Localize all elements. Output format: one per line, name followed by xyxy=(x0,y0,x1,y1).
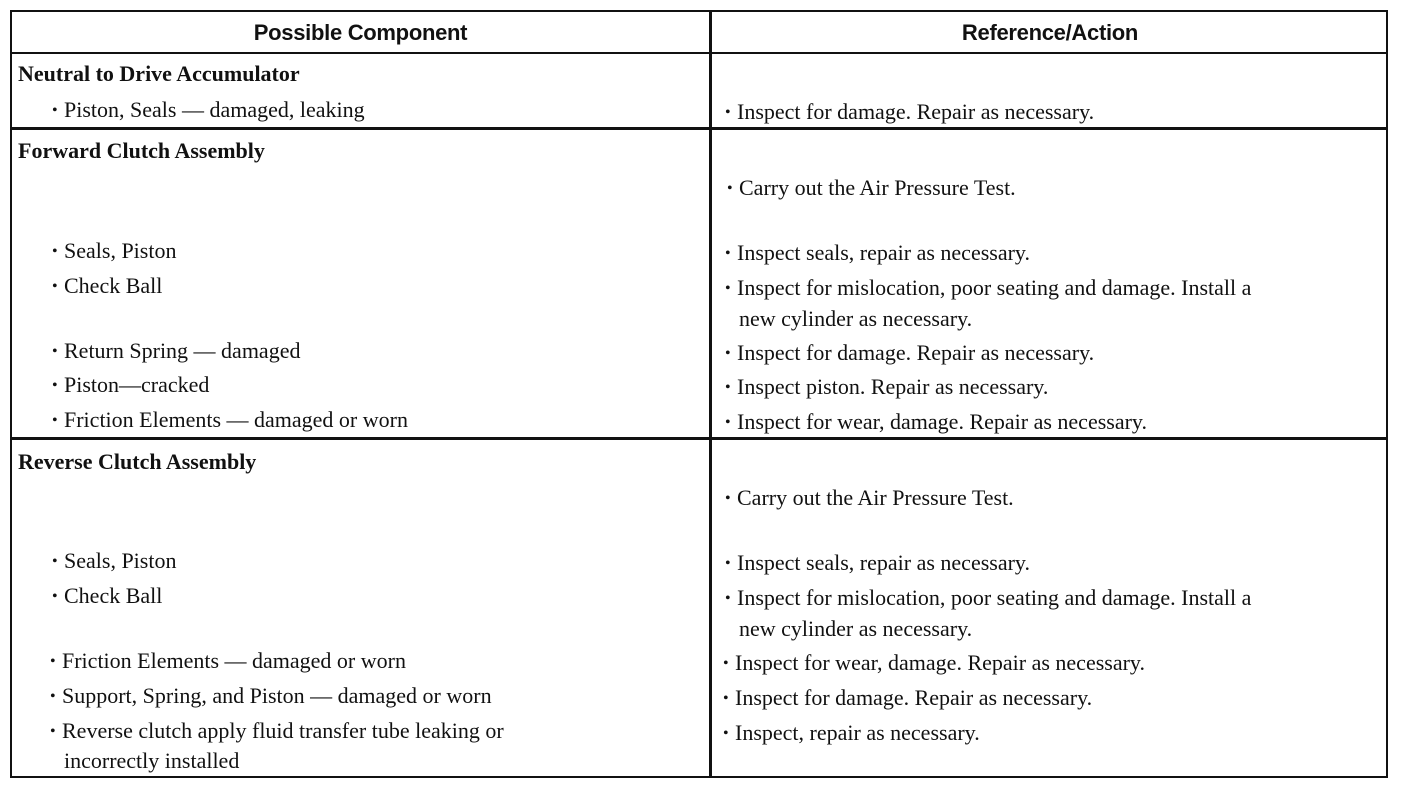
component-item: • Seals, Piston xyxy=(52,546,176,577)
section-title-reverse-clutch-assembly: Reverse Clutch Assembly xyxy=(18,449,257,474)
component-item: • Check Ball xyxy=(52,271,162,302)
component-item: • Piston, Seals — damaged, leaking xyxy=(52,95,365,126)
action-item: • Inspect piston. Repair as necessary. xyxy=(725,372,1048,403)
action-item: • Inspect for damage. Repair as necessary. xyxy=(723,683,1092,714)
section-title-forward-clutch-assembly: Forward Clutch Assembly xyxy=(18,138,265,163)
action-item: • Inspect for wear, damage. Repair as necessary. xyxy=(723,648,1145,679)
action-item: • Inspect for mislocation, poor seating and damage. Install a xyxy=(725,583,1251,614)
header-reference-action: Reference/Action xyxy=(961,20,1139,45)
component-item: • Seals, Piston xyxy=(52,236,176,267)
header-possible-component: Possible Component xyxy=(253,20,468,45)
component-item: • Reverse clutch apply fluid transfer tube leaking or xyxy=(50,716,504,747)
action-item: • Inspect for damage. Repair as necessary. xyxy=(725,97,1094,128)
action-item: • Inspect for mislocation, poor seating and damage. Install a xyxy=(725,273,1251,304)
action-item: • Inspect seals, repair as necessary. xyxy=(725,548,1030,579)
component-item: • Check Ball xyxy=(52,581,162,612)
component-item: • Support, Spring, and Piston — damaged or worn xyxy=(50,681,492,712)
action-item: • Inspect seals, repair as necessary. xyxy=(725,238,1030,269)
component-item: • Piston—cracked xyxy=(52,370,209,401)
action-item-continuation: new cylinder as necessary. xyxy=(739,616,973,641)
section-title-neutral-to-drive-accumulator: Neutral to Drive Accumulator xyxy=(18,61,300,86)
table-header-row xyxy=(12,12,1386,54)
section-divider-2 xyxy=(12,437,1386,440)
component-item: • Return Spring — damaged xyxy=(52,336,300,367)
component-item: • Friction Elements — damaged or worn xyxy=(50,646,406,677)
action-item-continuation: new cylinder as necessary. xyxy=(739,306,973,331)
action-item: • Carry out the Air Pressure Test. xyxy=(727,173,1016,204)
diagnosis-table xyxy=(10,10,1388,778)
action-item: • Inspect for damage. Repair as necessary. xyxy=(725,338,1094,369)
action-item: • Carry out the Air Pressure Test. xyxy=(725,483,1014,514)
component-item: • Friction Elements — damaged or worn xyxy=(52,405,408,436)
section-divider-1 xyxy=(12,127,1386,130)
action-item: • Inspect for wear, damage. Repair as necessary. xyxy=(725,407,1147,438)
component-item-continuation: incorrectly installed xyxy=(64,748,240,773)
action-item: • Inspect, repair as necessary. xyxy=(723,718,980,749)
